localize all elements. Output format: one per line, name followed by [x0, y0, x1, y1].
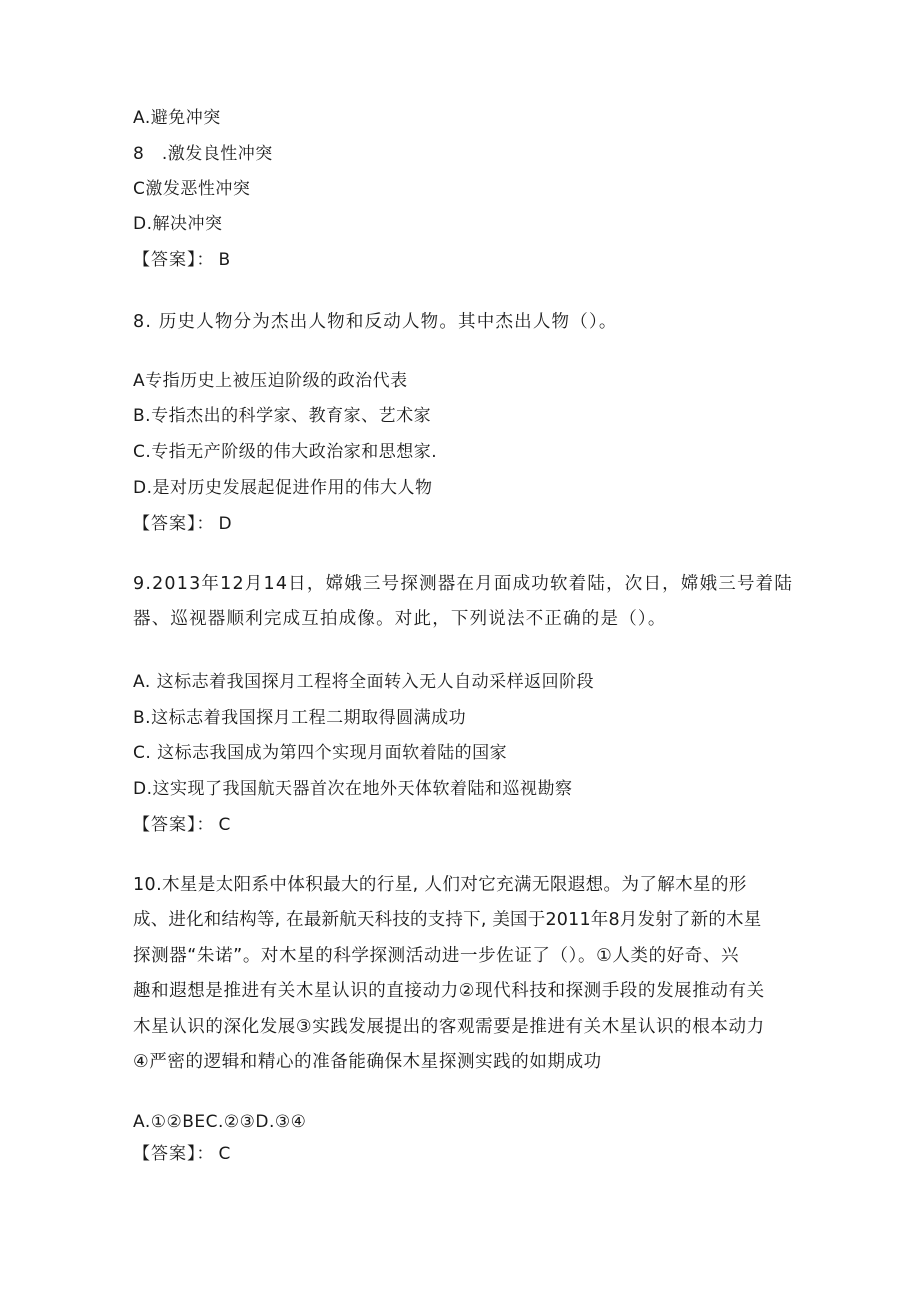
q10-question-line-5: 木星认识的深化发展③实践发展提出的客观需要是推进有关木星认识的根本动力	[133, 1017, 765, 1037]
q8-option-b: B.专指杰出的科学家、教育家、艺术家	[133, 406, 432, 426]
answer-value: C	[218, 815, 232, 835]
q9-answer	[133, 813, 231, 837]
answer-label: 【答案】：	[133, 514, 215, 534]
q7-option-d: D.解决冲突	[133, 214, 223, 234]
answer-label: 【答案】：	[133, 1144, 215, 1164]
q9-option-b: B.这标志着我国探月工程二期取得圆满成功	[133, 708, 467, 728]
q7-option-b: 8 .激发良性冲突	[133, 144, 273, 164]
q9-option-a: A. 这标志着我国探月工程将全面转入无人自动采样返回阶段	[133, 672, 595, 692]
q9-question-line-2: 器、巡视器顺利完成互拍成像。对此，下列说法不正确的是（）。	[133, 609, 667, 629]
q9-option-d: D.这实现了我国航天器首次在地外天体软着陆和巡视勘察	[133, 779, 573, 799]
q8-option-a: A专指历史上被压迫阶级的政治代表	[133, 371, 408, 391]
q7-answer	[133, 248, 231, 272]
q7-option-a: A.避免冲突	[133, 108, 221, 128]
q10-question-line-2: 成、进化和结构等, 在最新航天科技的支持下, 美国于2011年8月发射了新的木星	[133, 910, 762, 930]
q10-answer	[133, 1142, 231, 1166]
q10-question-line-4: 趣和遐想是推进有关木星认识的直接动力②现代科技和探测手段的发展推动有关	[133, 981, 765, 1001]
q8-option-d: D.是对历史发展起促进作用的伟大人物	[133, 478, 433, 498]
q10-question-line-1: 10.木星是太阳系中体积最大的行星, 人们对它充满无限遐想。为了解木星的形	[133, 875, 747, 895]
answer-value: C	[218, 1144, 232, 1164]
answer-label: 【答案】：	[133, 815, 215, 835]
answer-label: 【答案】：	[133, 250, 215, 270]
q8-question: 8. 历史人物分为杰出人物和反动人物。其中杰出人物（）。	[133, 312, 618, 332]
answer-value: B	[218, 250, 232, 270]
q8-option-c: C.专指无产阶级的伟大政治家和思想家.	[133, 442, 438, 462]
q9-option-c: C. 这标志我国成为第四个实现月面软着陆的国家	[133, 743, 508, 763]
q9-question-line-1: 9.2013年12月14日，嫦娥三号探测器在月面成功软着陆，次日，嫦娥三号着陆	[133, 574, 794, 594]
q8-answer	[133, 512, 233, 536]
q10-question-line-3: 探测器“朱诺”。对木星的科学探测活动进一步佐证了（）。①人类的好奇、兴	[133, 946, 740, 966]
q10-question-line-6: ④严密的逻辑和精心的准备能确保木星探测实践的如期成功	[133, 1052, 602, 1072]
answer-value: D	[218, 514, 233, 534]
q7-option-c: C激发恶性冲突	[133, 179, 251, 199]
q10-options: A.①②BEC.②③D.③④	[133, 1112, 307, 1132]
